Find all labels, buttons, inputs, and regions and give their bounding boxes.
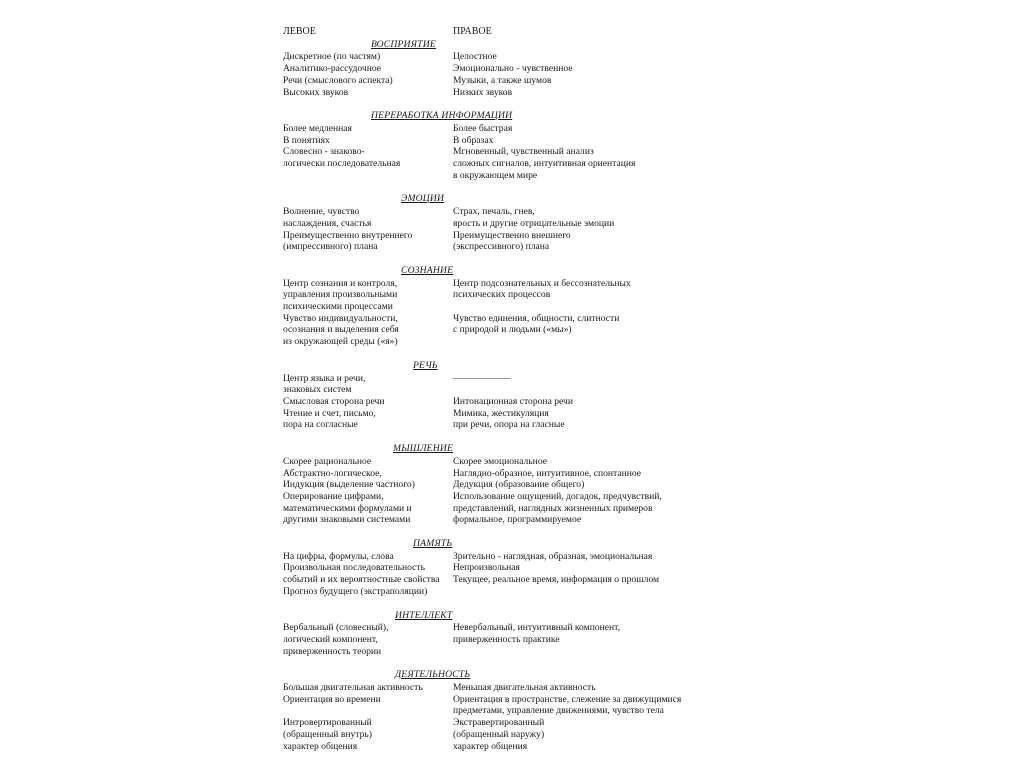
section bbox=[283, 110, 723, 181]
left-hemisphere-text: Большая двигательная активность bbox=[283, 682, 423, 694]
comparison-row bbox=[283, 87, 723, 99]
section bbox=[283, 443, 723, 526]
comparison-row bbox=[283, 278, 723, 290]
left-hemisphere-text: В понятиях bbox=[283, 134, 330, 146]
section-title: ВОСПРИЯТИЕ bbox=[371, 38, 436, 50]
right-hemisphere-text: Непроизвольная bbox=[453, 562, 520, 574]
right-hemisphere-text: Мимика, жестикуляция bbox=[453, 407, 549, 419]
left-hemisphere-text: Более медленная bbox=[283, 122, 352, 134]
left-hemisphere-text: (обращенный внутрь) bbox=[283, 728, 372, 740]
right-hemisphere-text: Меньшая двигательная активность bbox=[453, 682, 596, 694]
left-hemisphere-text: Высоких звуков bbox=[283, 86, 349, 98]
comparison-row bbox=[283, 514, 723, 526]
left-hemisphere-text: Интровертированный bbox=[283, 717, 372, 729]
right-hemisphere-text: Музыки, а также шумов bbox=[453, 74, 552, 86]
left-hemisphere-text: Центр сознания и контроля, bbox=[283, 277, 398, 289]
section-rows bbox=[283, 682, 723, 752]
right-hemisphere-text: Низких звуков bbox=[453, 86, 513, 98]
comparison-row bbox=[283, 301, 723, 313]
right-hemisphere-text bbox=[453, 336, 723, 348]
comparison-row bbox=[283, 123, 723, 135]
right-hemisphere-text: Интонационная сторона речи bbox=[453, 395, 574, 407]
right-hemisphere-text bbox=[453, 301, 723, 313]
comparison-row bbox=[283, 586, 723, 598]
section-title: МЫШЛЕНИЕ bbox=[393, 443, 454, 455]
comparison-row bbox=[283, 384, 723, 396]
comparison-row bbox=[283, 289, 723, 301]
left-column-header: ЛЕВОЕ bbox=[283, 26, 316, 37]
left-hemisphere-text: характер общения bbox=[283, 740, 358, 752]
right-hemisphere-text: характер общения bbox=[453, 740, 528, 752]
right-hemisphere-text bbox=[453, 384, 723, 396]
right-hemisphere-text: —————— bbox=[453, 372, 511, 384]
left-hemisphere-text: приверженность теории bbox=[283, 645, 382, 657]
comparison-row bbox=[283, 51, 723, 63]
comparison-row bbox=[283, 717, 723, 729]
section bbox=[283, 193, 723, 253]
comparison-row bbox=[283, 241, 723, 253]
left-hemisphere-text: Прогноз будущего (экстраполяции) bbox=[283, 585, 428, 597]
right-hemisphere-text: представлений, наглядных жизненных примеров bbox=[453, 502, 653, 514]
document-body bbox=[283, 26, 723, 752]
right-hemisphere-text: сложных сигналов, интуитивная ориентация bbox=[453, 158, 636, 170]
left-hemisphere-text: Речи (смыслового аспекта) bbox=[283, 74, 393, 86]
right-hemisphere-text: ярость и другие отрицательные эмоции bbox=[453, 217, 615, 229]
comparison-row bbox=[283, 741, 723, 753]
comparison-row bbox=[283, 479, 723, 491]
comparison-row bbox=[283, 158, 723, 170]
right-hemisphere-text: Чувство единения, общности, слитности bbox=[453, 312, 620, 324]
comparison-row bbox=[283, 705, 723, 717]
left-hemisphere-text: другими знаковыми системами bbox=[283, 514, 411, 526]
right-hemisphere-text: Преимущественно внешнего bbox=[453, 229, 571, 241]
section-rows bbox=[283, 551, 723, 598]
right-hemisphere-text: (обращенный наружу) bbox=[453, 728, 545, 740]
comparison-row bbox=[283, 146, 723, 158]
left-hemisphere-text: психическими процессами bbox=[283, 301, 393, 313]
section-title: РЕЧЬ bbox=[413, 359, 438, 371]
comparison-row bbox=[283, 170, 723, 182]
left-hemisphere-text: Аналитико-рассудочное bbox=[283, 63, 382, 75]
right-hemisphere-text: с природой и людьми («мы») bbox=[453, 324, 572, 336]
section bbox=[283, 610, 723, 658]
left-hemisphere-text: Смысловая сторона речи bbox=[283, 395, 385, 407]
comparison-row bbox=[283, 313, 723, 325]
comparison-row bbox=[283, 75, 723, 87]
right-hemisphere-text: Использование ощущений, догадок, предчувствий, bbox=[453, 490, 662, 502]
right-hemisphere-text: Дедукция (образование общего) bbox=[453, 479, 585, 491]
right-hemisphere-text: предметами, управление движениями, чувство тела bbox=[453, 705, 664, 717]
right-hemisphere-text: Страх, печаль, гнев, bbox=[453, 206, 535, 218]
left-hemisphere-text bbox=[283, 705, 453, 717]
left-hemisphere-text: (импрессивного) плана bbox=[283, 241, 378, 253]
right-hemisphere-text bbox=[453, 646, 723, 658]
comparison-row bbox=[283, 218, 723, 230]
section bbox=[283, 360, 723, 431]
left-hemisphere-text: логически последовательная bbox=[283, 158, 401, 170]
left-hemisphere-text: управления произвольными bbox=[283, 289, 398, 301]
comparison-row bbox=[283, 551, 723, 563]
left-hemisphere-text: наслаждения, счастья bbox=[283, 217, 372, 229]
left-hemisphere-text bbox=[283, 170, 453, 182]
section-title: ПАМЯТЬ bbox=[413, 538, 453, 550]
section-rows bbox=[283, 456, 723, 526]
comparison-row bbox=[283, 324, 723, 336]
comparison-row bbox=[283, 408, 723, 420]
right-hemisphere-text: при речи, опора на гласные bbox=[453, 419, 565, 431]
comparison-row bbox=[283, 503, 723, 515]
right-hemisphere-text: Скорее эмоциональное bbox=[453, 455, 547, 467]
left-hemisphere-text: Скорее рациональное bbox=[283, 455, 372, 467]
column-headers bbox=[283, 26, 723, 38]
comparison-row bbox=[283, 491, 723, 503]
left-hemisphere-text: пора на согласные bbox=[283, 419, 358, 431]
section-rows bbox=[283, 278, 723, 348]
comparison-row bbox=[283, 396, 723, 408]
right-hemisphere-text: Зрительно - наглядная, образная, эмоциональная bbox=[453, 550, 653, 562]
left-hemisphere-text: логический компонент, bbox=[283, 633, 378, 645]
right-hemisphere-text: Центр подсознательных и бессознательных bbox=[453, 277, 631, 289]
right-hemisphere-text: Эмоционально - чувственное bbox=[453, 63, 573, 75]
section-rows bbox=[283, 123, 723, 182]
left-hemisphere-text: Оперирование цифрами, bbox=[283, 490, 384, 502]
left-hemisphere-text: Чтение и счет, письмо, bbox=[283, 407, 376, 419]
left-hemisphere-text: Центр языка и речи, bbox=[283, 372, 366, 384]
left-hemisphere-text: математическими формулами и bbox=[283, 502, 412, 514]
comparison-row bbox=[283, 63, 723, 75]
left-hemisphere-text: Вербальный (словесный), bbox=[283, 622, 389, 634]
section bbox=[283, 538, 723, 598]
comparison-row bbox=[283, 694, 723, 706]
section-title: ЭМОЦИИ bbox=[401, 193, 445, 205]
right-hemisphere-text: Невербальный, интуитивный компонент, bbox=[453, 622, 621, 634]
section-rows bbox=[283, 206, 723, 253]
right-hemisphere-text: Экстравертированный bbox=[453, 717, 545, 729]
right-hemisphere-text: психических процессов bbox=[453, 289, 551, 301]
right-hemisphere-text: В образах bbox=[453, 134, 494, 146]
left-hemisphere-text: Словесно - знаково- bbox=[283, 146, 365, 158]
right-hemisphere-text: приверженность практике bbox=[453, 633, 560, 645]
left-hemisphere-text: На цифры, формулы, слова bbox=[283, 550, 394, 562]
section-rows bbox=[283, 51, 723, 98]
right-hemisphere-text: (экспрессивного) плана bbox=[453, 241, 550, 253]
section-title: ПЕРЕРАБОТКА ИНФОРМАЦИИ bbox=[371, 110, 513, 122]
section-title: СОЗНАНИЕ bbox=[401, 264, 454, 276]
comparison-row bbox=[283, 336, 723, 348]
comparison-row bbox=[283, 622, 723, 634]
right-hemisphere-text: Наглядно-образное, интуитивное, спонтанное bbox=[453, 467, 642, 479]
left-hemisphere-text: осознания и выделения себя bbox=[283, 324, 399, 336]
comparison-row bbox=[283, 468, 723, 480]
section-rows bbox=[283, 622, 723, 657]
right-hemisphere-text: Целостное bbox=[453, 51, 497, 63]
left-hemisphere-text: Чувство индивидуальности, bbox=[283, 312, 398, 324]
left-hemisphere-text: Индукция (выделение частного) bbox=[283, 479, 415, 491]
left-hemisphere-text: Абстрактно-логическое, bbox=[283, 467, 382, 479]
left-hemisphere-text: из окружающей среды («я») bbox=[283, 336, 398, 348]
right-hemisphere-text: Более быстрая bbox=[453, 122, 513, 134]
right-hemisphere-text bbox=[453, 586, 723, 598]
comparison-row bbox=[283, 206, 723, 218]
left-hemisphere-text: знаковых систем bbox=[283, 384, 352, 396]
section bbox=[283, 265, 723, 348]
right-hemisphere-text: Ориентация в пространстве, слежение за движущимися bbox=[453, 693, 682, 705]
right-hemisphere-text: Текущее, реальное время, информация о прошлом bbox=[453, 574, 660, 586]
left-hemisphere-text: событий и их вероятностные свойства bbox=[283, 574, 440, 586]
comparison-row bbox=[283, 574, 723, 586]
left-hemisphere-text: Ориентация во времени bbox=[283, 693, 381, 705]
comparison-row bbox=[283, 634, 723, 646]
right-hemisphere-text: Мгновенный, чувственный анализ bbox=[453, 146, 594, 158]
left-hemisphere-text: Волнение, чувство bbox=[283, 206, 360, 218]
left-hemisphere-text: Произвольная последовательность bbox=[283, 562, 425, 574]
comparison-row bbox=[283, 729, 723, 741]
right-hemisphere-text: в окружающем мире bbox=[453, 169, 538, 181]
comparison-row bbox=[283, 373, 723, 385]
section-title: ИНТЕЛЛЕКТ bbox=[395, 609, 453, 621]
comparison-row bbox=[283, 419, 723, 431]
left-hemisphere-text: Дискретное (по частям) bbox=[283, 51, 381, 63]
comparison-row bbox=[283, 135, 723, 147]
comparison-row bbox=[283, 562, 723, 574]
section bbox=[283, 669, 723, 752]
right-hemisphere-text: формальное, программируемое bbox=[453, 514, 582, 526]
comparison-row bbox=[283, 682, 723, 694]
comparison-row bbox=[283, 646, 723, 658]
section-title: ДЕЯТЕЛЬНОСТЬ bbox=[395, 669, 471, 681]
section-rows bbox=[283, 373, 723, 432]
right-column-header: ПРАВОЕ bbox=[453, 26, 492, 37]
left-hemisphere-text: Преимущественно внутреннего bbox=[283, 229, 413, 241]
sections bbox=[283, 39, 723, 753]
comparison-row bbox=[283, 456, 723, 468]
section bbox=[283, 39, 723, 99]
comparison-row bbox=[283, 230, 723, 242]
